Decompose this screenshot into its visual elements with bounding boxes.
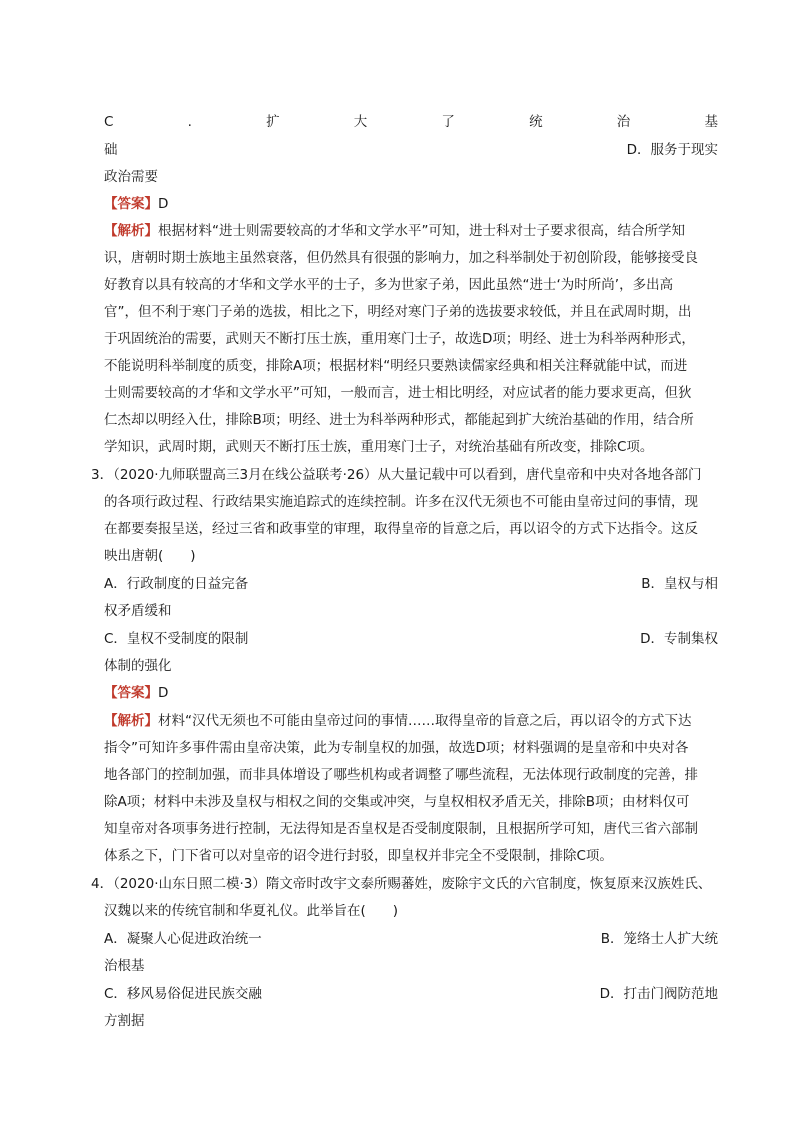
q3-analysis-line: 除A项；材料中未涉及皇权与相权之间的交集或冲突，与皇权相权矛盾无关，排除B项；由材料仅可 (104, 794, 690, 810)
analysis-label: 【解析】 (104, 223, 158, 239)
q3-option-row (104, 571, 718, 598)
analysis-label: 【解析】 (104, 713, 158, 729)
q3-option-b: B．皇权与相 (641, 576, 718, 592)
q3-option-d-cont: 体制的强化 (104, 658, 172, 674)
q3-answer (104, 680, 718, 707)
q4-option-a: A．凝聚人心促进政治统一 (104, 931, 262, 947)
q4-stem-text: （2020·山东日照二模·3）隋文帝时改宇文泰所赐蕃姓，废除宇文氏的六官制度，恢复原来汉族姓氏、 (113, 876, 712, 892)
analysis-text: 根据材料“进士则需要较高的才华和文学水平”可知，进士科对士子要求很高，结合所学知 (158, 223, 685, 239)
q4-option-b: B．笼络士人扩大统 (600, 931, 718, 947)
q4-option-c: C．移风易俗促进民族交融 (104, 986, 262, 1002)
q3-analysis-line: 体系之下，门下省可以对皇帝的诏令进行封驳，即皇权并非完全不受限制，排除C项。 (104, 848, 613, 864)
q2-option-c-cont: 础 (104, 142, 118, 158)
q4-option-row (104, 981, 718, 1008)
answer-label: 【答案】 (104, 685, 158, 701)
q3-stem-line: 映出唐朝( ) (104, 548, 196, 564)
q2-analysis-line: 士则需要较高的才华和文学水平”可知，一般而言，进士相比明经，对应试者的能力要求更高，但狄 (104, 385, 692, 401)
answer-label: 【答案】 (104, 196, 158, 212)
q2-option-c-char: 治 (616, 114, 631, 130)
q2-option-c-char: 扩 (266, 114, 280, 130)
q3-option-a: A．行政制度的日益完备 (104, 576, 249, 592)
q4-stem-line: 汉魏以来的传统官制和华夏礼仪。此举旨在( ) (104, 903, 399, 919)
q3-stem-text: （2020·九师联盟高三3月在线公益联考·26）从大量记载中可以看到，唐代皇帝和中央对各地各部门 (113, 467, 702, 483)
q3-analysis-line: 指令”可知许多事件需由皇帝决策，此为专制皇权的加强，故选D项；材料强调的是皇帝和中央对各 (104, 740, 689, 756)
q2-option-c (104, 109, 718, 136)
q2-analysis-line: 仁杰却以明经入仕，排除B项；明经、进士为科举两种形式，都能起到扩大统治基础的作用，结合所 (104, 412, 694, 428)
q2-analysis-line: 识，唐朝时期士族地主虽然衰落，但仍然具有很强的影响力，加之科举制处于初创阶段，能够接受良 (104, 250, 698, 266)
q4-option-b-cont: 治根基 (104, 958, 145, 974)
q2-analysis-line: 好教育以具有较高的才华和文学水平的士子，多为世家子弟，因此虽然“进士‘为时所尚’，多出高 (104, 277, 674, 293)
q2-answer (104, 191, 718, 218)
q3-option-b-cont: 权矛盾缓和 (104, 603, 172, 619)
q2-analysis-line: 学知识，武周时期，武则天不断打压士族，重用寒门士子，对统治基础有所改变，排除C项。 (104, 439, 654, 455)
q3-stem-line (91, 462, 718, 489)
q3-option-row (104, 626, 718, 653)
analysis-text: 材料“汉代无须也不可能由皇帝过问的事情……取得皇帝的旨意之后，再以诏令的方式下达 (158, 713, 692, 729)
q2-analysis-line: 官”，但不利于寒门子弟的选拔，相比之下，明经对寒门子弟的选拔要求较低，并且在武周时期，出 (104, 304, 692, 320)
q2-analysis-line (104, 218, 718, 245)
q2-option-c-char: . (187, 114, 192, 130)
q3-stem-line: 在都要奏报呈送，经过三省和政事堂的审理，取得皇帝的旨意之后，再以诏令的方式下达指令。这反 (104, 521, 698, 537)
q4-number: 4． (91, 876, 114, 892)
q3-analysis-line (104, 708, 718, 735)
q3-analysis-line: 地各部门的控制加强，而非具体增设了哪些机构或者调整了哪些流程，无法体现行政制度的完善，排 (104, 767, 698, 783)
q3-option-c: C．皇权不受制度的限制 (104, 631, 249, 647)
q4-option-d-cont: 方割据 (104, 1013, 145, 1029)
q2-option-d: D．服务于现实 (626, 142, 718, 158)
q3-analysis-line: 知皇帝对各项事务进行控制，无法得知是否皇权是否受制度限制，且根据所学可知，唐代三省六部制 (104, 821, 698, 837)
q3-stem-line: 的各项行政过程、行政结果实施追踪式的连续控制。许多在汉代无须也不可能由皇帝过问的事情，现 (104, 494, 698, 510)
q2-option-c-char: 了 (441, 114, 455, 130)
q4-option-d: D．打击门阀防范地 (599, 986, 718, 1002)
q2-option-row (104, 137, 718, 164)
q3-number: 3． (91, 467, 114, 483)
q4-stem-line (91, 871, 718, 898)
q2-option-c-char: 基 (704, 114, 718, 130)
q4-option-row (104, 926, 718, 953)
q2-option-c-char: 统 (529, 114, 543, 130)
q2-option-d-cont: 政治需要 (104, 169, 158, 185)
q3-option-d: D．专制集权 (640, 631, 718, 647)
q2-option-c-char: C (104, 114, 114, 130)
q2-option-c-char: 大 (353, 114, 368, 130)
q2-analysis-line: 于巩固统治的需要，武则天不断打压士族，重用寒门士子，故选D项；明经、进士为科举两种形式， (104, 331, 695, 347)
q2-analysis-line: 不能说明科举制度的质变，排除A项；根据材料“明经只要熟读儒家经典和相关注释就能中试，而进 (104, 358, 688, 374)
answer-value: D (158, 196, 169, 212)
answer-value: D (158, 685, 169, 701)
